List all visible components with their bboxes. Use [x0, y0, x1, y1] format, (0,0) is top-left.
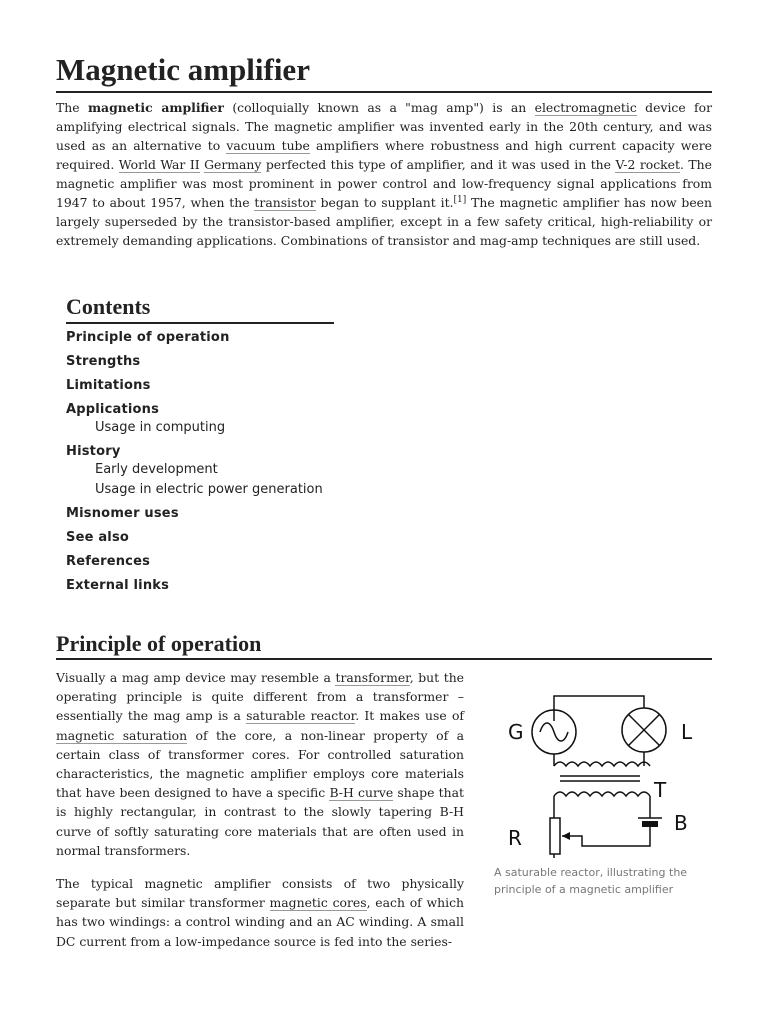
body-text: , but the operating principle is quite different from a transformer – essentially the mag amp is a [56, 670, 465, 724]
battery-short-plate [642, 821, 658, 827]
link-bh-curve[interactable]: B-H curve [329, 785, 394, 801]
body-text: The typical magnetic amplifier consists of two physically separate but similar transformer [56, 876, 464, 911]
body-text: . It makes use of [355, 708, 465, 724]
toc-subitem-early-development[interactable]: Early development [95, 462, 218, 477]
toc-item-applications[interactable]: Applications [66, 402, 160, 417]
link-transistor[interactable]: transistor [254, 195, 316, 210]
toc-item-references[interactable]: References [66, 554, 151, 569]
label-t: T [654, 778, 667, 802]
lead-text: began to supplant it. [315, 195, 454, 210]
sine-icon [540, 723, 568, 741]
label-l: L [681, 720, 693, 744]
toc-item-limitations[interactable]: Limitations [66, 378, 151, 393]
toc-item-history[interactable]: History [66, 444, 121, 459]
link-vacuum-tube[interactable]: vacuum tube [226, 138, 310, 153]
toc-subitem-usage-in-computing[interactable]: Usage in computing [95, 420, 226, 435]
toc-item-see-also[interactable]: See also [66, 530, 130, 545]
lead-bold-term: magnetic amplifier [87, 100, 224, 115]
lead-paragraph [56, 98, 712, 250]
link-germany[interactable]: Germany [204, 157, 262, 172]
toc-item-external-links[interactable]: External links [66, 578, 170, 593]
section-paragraph-2 [56, 874, 464, 951]
link-v2-rocket[interactable]: V-2 rocket [615, 157, 680, 172]
saturable-reactor-diagram[interactable] [494, 668, 712, 858]
lead-text: device for amplifying electrical signals. The magnetic amplifier was invented early in the 20th century, and was used as an alternative to [56, 100, 712, 153]
body-text: shape that is highly rectangular, in contrast to the slowly tapering B-H curve of softly saturating core materials that are often used in normal transformers. [56, 785, 464, 858]
link-world-war-ii[interactable]: World War II [118, 157, 200, 172]
figure-caption: A saturable reactor, illustrating the principle of a magnetic amplifier [494, 866, 688, 896]
lead-text: (colloquially known as a "mag amp") is an [223, 100, 535, 115]
label-b: B [674, 811, 688, 835]
resistor-symbol [550, 818, 560, 854]
section-paragraph-1 [56, 668, 464, 860]
toc-item-misnomer-uses[interactable]: Misnomer uses [66, 506, 179, 521]
ac-winding [554, 762, 650, 766]
link-magnetic-cores[interactable]: magnetic cores [269, 895, 367, 911]
toc-item-strengths[interactable]: Strengths [66, 354, 141, 369]
section-heading: Principle of operation [56, 630, 712, 660]
section-principle-of-operation [56, 630, 712, 949]
page-title: Magnetic amplifier [56, 50, 712, 93]
section-body [56, 668, 464, 965]
body-text: of the core, a non-linear property of a certain class of transformer cores. For controlled saturation characteristics, the magnetic amplifier employs core materials that have been designed to have a specific [56, 727, 464, 801]
toc-list [66, 330, 334, 594]
label-r: R [508, 826, 522, 850]
link-electromagnetic[interactable]: electromagnetic [534, 100, 637, 115]
label-g: G [508, 720, 524, 744]
lead-text: The [56, 100, 88, 115]
toc-item-principle-of-operation[interactable]: Principle of operation [66, 330, 230, 345]
reference-marker[interactable]: [1] [453, 194, 467, 205]
link-transformer[interactable]: transformer [335, 670, 410, 685]
toc-title: Contents [66, 292, 334, 324]
body-text: Visually a mag amp device may resemble a [56, 670, 336, 685]
lead-text: The magnetic amplifier has now been largely superseded by the transistor-based amplifier, except in a few safety critical, high-reliability or extremely demanding applications. Combinations of transistor and mag-amp techniques are still used. [56, 195, 712, 248]
lead-text: amplifiers where robustness and high current capacity were required. [56, 138, 713, 172]
link-saturable-reactor[interactable]: saturable reactor [246, 708, 356, 724]
wiper-arrow-icon [562, 832, 570, 840]
toc-subitem-usage-in-electric-power-generation[interactable]: Usage in electric power generation [95, 482, 323, 497]
table-of-contents [66, 292, 334, 602]
link-magnetic-saturation[interactable]: magnetic saturation [56, 727, 188, 743]
wire-b-return [562, 824, 650, 846]
lead-text: perfected this type of amplifier, and it was used in the [261, 157, 616, 172]
body-text: , each of which has two windings: a control winding and an AC winding. A small DC current from a low-impedance source is fed into the series- [56, 895, 465, 949]
lead-text: . The magnetic amplifier was most prominent in power control and low-frequency signal applications from 1947 to about 1957, when the [56, 157, 712, 210]
control-winding [554, 792, 650, 796]
figure-saturable-reactor [494, 668, 712, 898]
